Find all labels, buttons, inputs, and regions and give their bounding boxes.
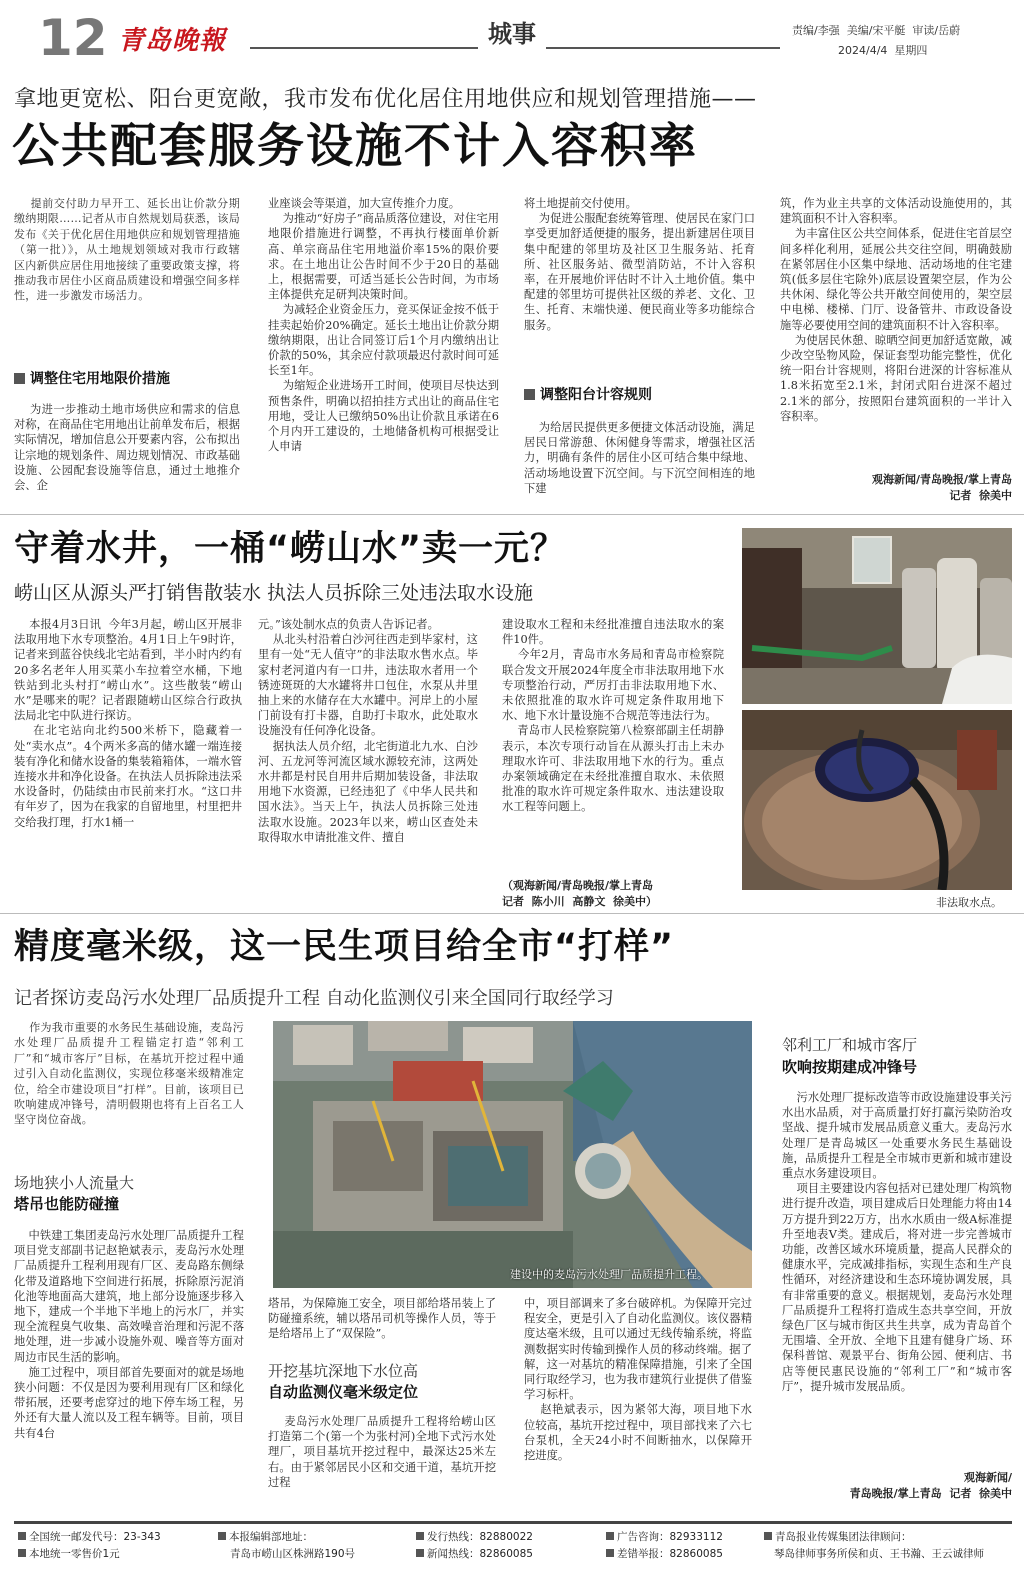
square-bullet-icon [18,1532,26,1540]
story1-subheading-2 [524,384,652,404]
story1-subheading-2-text: 调整阳台计容规则 [540,387,652,403]
story3-credit: 观海新闻/ 青岛晚报/掌上青岛 记者 徐美中 [849,1471,1012,1500]
story1-subheading-1-text: 调整住宅用地限价措施 [30,371,170,387]
story1-col2-body: 业座谈会等渠道，加大宣传推介力度。 为推动“好房子”商品质落位建设，对住宅用地限价措施进行调整，不再执行楼面单价新高、单宗商品住宅用地溢价率15%的限价要求。在土地出让公告时间不少于20日的基础上，根据需要，可适当延长公告时间，为市场主体提供充足研判决策时间。 为减轻企业资金压力，竞买保证金按不低于挂卖起始价20%确定。延长土地出让价款分期缴纳期限，出让合同签订后1个月内缴纳出让价款的50%，其余应付款项最迟付款时间可延长至1年。 为缩短企业进场开工时间，使项目尽快达到预售条件，明确以招拍挂方式出让的商品住宅用地，受让人已缴纳50%出让价款且承诺在6个月内开工建设的，土地储备机构可根据受让人申请 [268,197,499,454]
square-bullet-icon [606,1532,614,1540]
footer-distribution-hotline: 发行热线：82880022 [416,1530,533,1545]
story3-headline: 精度毫米级，这一民生项目给全市“打样” [14,927,675,967]
photo-water-tanks [742,528,1012,704]
story1-credit: 观海新闻/青岛晚报/掌上青岛 记者 徐美中 [871,473,1012,502]
story3-section2-title: 开挖基坑深地下水位高 [268,1362,419,1380]
story3-section2-subtitle: 自动监测仪毫米级定位 [268,1383,419,1401]
square-bullet-icon [416,1532,424,1540]
story2-subhead: 崂山区从源头严打销售散装水 执法人员拆除三处违法取水设施 [14,582,534,604]
story2-col1-body: 本报4月3日讯 今年3月起，崂山区开展非法取用地下水专项整治。4月1日上午9时许，记者来到蓝谷快线北宅站看到，半小时内约有20多名老年人用买菜小车拉着空水桶，下地铁站到北头村打“崂山水”。这些散装“崂山水”是哪来的呢？记者跟随崂山区综合行政执法局北宅中队进行探访。 在北宅站向北约500米桥下，隐藏着一处“卖水点”。4个两米多高的储水罐一端连接装有净化和储水设备的集装箱箱体，一端水管连接水井和净化设备。在执法人员拆除违法采水设备时，仍陆续由市民前来打水。“这口井有年岁了，因为在我家的自留地里，村里把井交给我打理，打水1桶一 [14,618,242,829]
story2-col2-body: 元。”该处制水点的负责人告诉记者。 从北头村沿着白沙河往西走到毕家村，这里有一处“无人值守”的非法取水售水点。毕家村老河道内有一口井，违法取水者用一个锈迹斑斑的大水罐将井口包住，水泵从井里抽上来的水储存在大水罐中。河岸上的小屋门前设有打卡器，自助打卡取水，此处取水设施没有任何净化设备。 据执法人员介绍，北宅街道北九水、白沙河、五龙河等河流区域水源较充沛，这两处水井都是村民自用井后期加装设备，非法取用地下水资源，已经违犯了《中华人民共和国水法》。当天上午，执法人员拆除三处违法取水设施。2023年以来，崂山区查处未取得取水申请批准文件、擅自 [258,618,478,844]
footer-address-label: 本报编辑部地址： [218,1530,313,1545]
story3-section3-subtitle: 吹响按期建成冲锋号 [782,1058,918,1076]
story2-photo-caption: 非法取水点。 [936,896,1002,909]
story3-col2b-body: 麦岛污水处理厂品质提升工程将给崂山区打造第二个(第一个为张村河)全地下式污水处理厂，项目基坑开挖过程中，最深达25米左右。由于紧邻居民小区和交通干道，基坑开挖过程 [268,1415,496,1489]
square-bullet-icon [18,1549,26,1557]
divider [0,514,1024,515]
story1-col1-body: 为进一步推动土地市场供应和需求的信息对称，在商品住宅用地出让前单发布后，根据实际情况，增加信息公开要素内容，公布拟出让宗地的规划条件、周边规划情况、市政基础设施、公园配套设施等信息，通过土地推介会、企 [14,403,240,493]
story3-subhead: 记者探访麦岛污水处理厂品质提升工程 自动化监测仪引来全国同行取经学习 [14,988,614,1009]
footer-legal-label: 青岛报业传媒集团法律顾问： [764,1530,912,1545]
story3-section1-title: 场地狭小人流量大 [14,1174,135,1192]
story1-col3b-body: 为给居民提供更多便捷文体活动设施，满足居民日常游憩、休闲健身等需求，增强社区活力，明确有条件的居住小区可结合集中绿地、活动场地设置下沉空间。与下沉空间相连的地下建 [524,421,755,495]
square-bullet-icon [524,389,535,400]
story1-kicker: 拿地更宽松、阳台更宽敞，我市发布优化居住用地供应和规划管理措施—— [14,87,757,112]
story2-headline: 守着水井，一桶“崂山水”卖一元？ [14,529,567,569]
story3-section3-title: 邻利工厂和城市客厅 [782,1036,918,1054]
page-number: 12 [38,9,108,67]
photo-aerial-plant [273,1021,752,1288]
footer-postal-code: 全国统一邮发代号：23-343 [18,1530,161,1545]
story1-lead: 提前交付助力早开工、延长出让价款分期缴纳期限……记者从市自然规划局获悉，该局发布《关于优化居住用地供应和规划管理措施（第一批）》，从土地规划领域对我市行政辖区内新供应居住用地接续了重要政策支撑，将推动我市居住小区商品质建设和增强空间多样性，进一步激发市场活力。 [14,197,240,303]
story3-lead: 作为我市重要的水务民生基础设施，麦岛污水处理厂品质提升工程锚定打造“邻利工厂”和“城市客厅”目标，在基坑开挖过程中通过引入自动化监测仪，实现位移毫米级精准定位，给全市建设项目“打样”。目前，该项目已吹响建成冲锋号，清明假期也将有上百名工人坚守岗位奋战。 [14,1021,244,1127]
story2-credit: （观海新闻/青岛晚报/掌上青岛 记者 陈小川 高静文 徐美中） [502,879,657,908]
story1-headline: 公共配套服务设施不计入容积率 [12,119,698,174]
square-bullet-icon [416,1549,424,1557]
footer-news-hotline: 新闻热线：82860085 [416,1547,533,1562]
divider [0,913,1024,914]
paper-logo: 青岛晚報 [118,26,227,56]
story2-col3-body: 建设取水工程和未经批准擅自违法取水的案件10件。 今年2月，青岛市水务局和青岛市检察院联合发文开展2024年度全市非法取用地下水专项整治行动，严厉打击非法取用地下水、未依照批准的取水许可规定条件取用地下水、地下水计量设施不合规范等违法行为。 青岛市人民检察院第八检察部副主任胡静表示，本次专项行动旨在从源头打击上未办理取水许可、非法取用地下水的行为。重点办案领域确定在未经批准擅自取水、未依照批准的取水许可规定条件取水、违法建设取水工程等问题上。 [502,618,724,814]
story3-col2-body: 塔吊，为保障施工安全，项目部给塔吊装上了防碰撞系统，辅以塔吊司机等操作人员，等于是给塔吊上了“双保险”。 [268,1297,496,1341]
photo-illegal-well [742,710,1012,890]
story3-section1-subtitle: 塔吊也能防碰撞 [14,1195,120,1213]
story3-col3-body: 中，项目部调来了多台破碎机。为保障开完过程安全，更是引入了自动化监测仪。该仪器精度达毫米级，且可以通过无线传输系统，将监测数据实时传输到操作人员的移动终端。据了解，这一对基坑的精准保障措施，引来了全国同行取经学习，也为我市建筑行业提供了借鉴学习标杆。 赵艳斌表示，因为紧邻大海，项目地下水位较高，基坑开挖过程中，项目部找来了六七台泵机，全天24小时不间断抽水，以保障开挖进度。 [524,1297,752,1463]
story3-photo-caption: 建设中的麦岛污水处理厂品质提升工程。 [510,1268,708,1281]
section-name: 城事 [478,14,546,49]
story3-col1-body: 中铁建工集团麦岛污水处理厂品质提升工程项目党支部副书记赵艳斌表示，麦岛污水处理厂品质提升工程利用现有厂区、麦岛路东侧绿化带及道路地下空间进行拓展，拆除原污泥消化池等地面高大建筑，地上部分设施逐步移入地下，建成一个半地下半地上的污水厂，并实现全流程臭气收集、高效噪音治理和污泥不落地处理，进一步减小设施外观、噪音等方面对周边市民生活的影响。 施工过程中，项目部首先要面对的就是场地狭小问题：不仅是因为要利用现有厂区和绿化带拓展，还要考虑穿过的地下停车场工程，另外还有大量人流以及工程车辆等。目前，项目共有4台 [14,1229,244,1440]
story1-col3-body: 将土地提前交付使用。 为促进公服配套统筹管理、使居民在家门口享受更加舒适便捷的服务，提出新建居住项目集中配建的邻里坊及社区卫生服务站、托育所、社区服务站、微型消防站，不计入容积率，在开展地价评估时不计入土地价值。集中配建的邻里坊可提供社区级的养老、文化、卫生、托育、末端快递、便民商业等多功能综合服务。 [524,197,755,332]
editor-credits: 责编/李强 美编/宋平艇 审读/岳蔚 [792,24,961,37]
footer-rule [14,1521,1012,1524]
footer-legal-counsel: 琴岛律师事务所侯和贞、王书瀚、王云诚律师 [774,1548,984,1560]
issue-date: 2024/4/4 星期四 [838,44,928,57]
square-bullet-icon [218,1532,226,1540]
footer-address: 青岛市崂山区株洲路190号 [230,1548,356,1560]
story1-subheading-1 [14,368,170,388]
square-bullet-icon [606,1549,614,1557]
footer-ad-hotline: 广告咨询：82933112 [606,1530,723,1545]
square-bullet-icon [764,1532,772,1540]
footer-error-report: 差错举报：82860085 [606,1547,723,1562]
square-bullet-icon [14,373,25,384]
story3-col4-body: 污水处理厂提标改造等市政设施建设事关污水出水品质，对于高质量打好打赢污染防治攻坚战、提升城市发展品质意义重大。麦岛污水处理厂是青岛城区一处重要水务民生基础设施，品质提升工程是全市城市更新和城市建设重点水务建设项目。 项目主要建设内容包括对已建处理厂构筑物进行提升改造，项目建成后日处理能力将由14万方提升到22万方，出水水质由一级A标准提升至地表V类。建成后，将对进一步完善城市功能，改善区域水环境质量，提高人民群众的健康水平，完成减排指标，实现生态和生产良性循环，对经济建设和生态环境协调发展，具有非常重要的意义。根据规划，麦岛污水处理厂品质提升工程将打造成生态共享空间，开放绿色厂区与城市街区共生共享，成为青岛首个无围墙、全开放、全地下且建有健身广场、环保科普馆、观景平台、街角公园、便利店、书店等便民惠民设施的“邻利工厂”和“城市客厅”，提升城市发展品质。 [782,1091,1012,1393]
story1-col4-body: 筑，作为业主共享的文体活动设施使用的，其建筑面积不计入容积率。 为丰富住区公共空间体系，促进住宅首层空间多样化利用，延展公共交往空间，明确鼓励在紧邻居住小区集中绿地、活动场地的住宅建筑(低多层住宅除外)底层设置架空层，作为公共休闲、绿化等公共开敞空间使用的，架空层中电梯、楼梯、门厅、设备管井、市政设备设施等必要使用空间的建筑面积不计入容积率。 为使居民休憩、晾晒空间更加舒适宽敞，减少改空坠物风险，保证套型功能完整性，优化统一阳台计容规则，将阳台进深的计容标准从1.8米拓宽至2.1米，封闭式阳台进深不超过2.1米的部分，按照阳台建筑面积的一半计入容积率。 [780,197,1012,423]
footer-price: 本地统一零售价1元 [18,1547,120,1562]
